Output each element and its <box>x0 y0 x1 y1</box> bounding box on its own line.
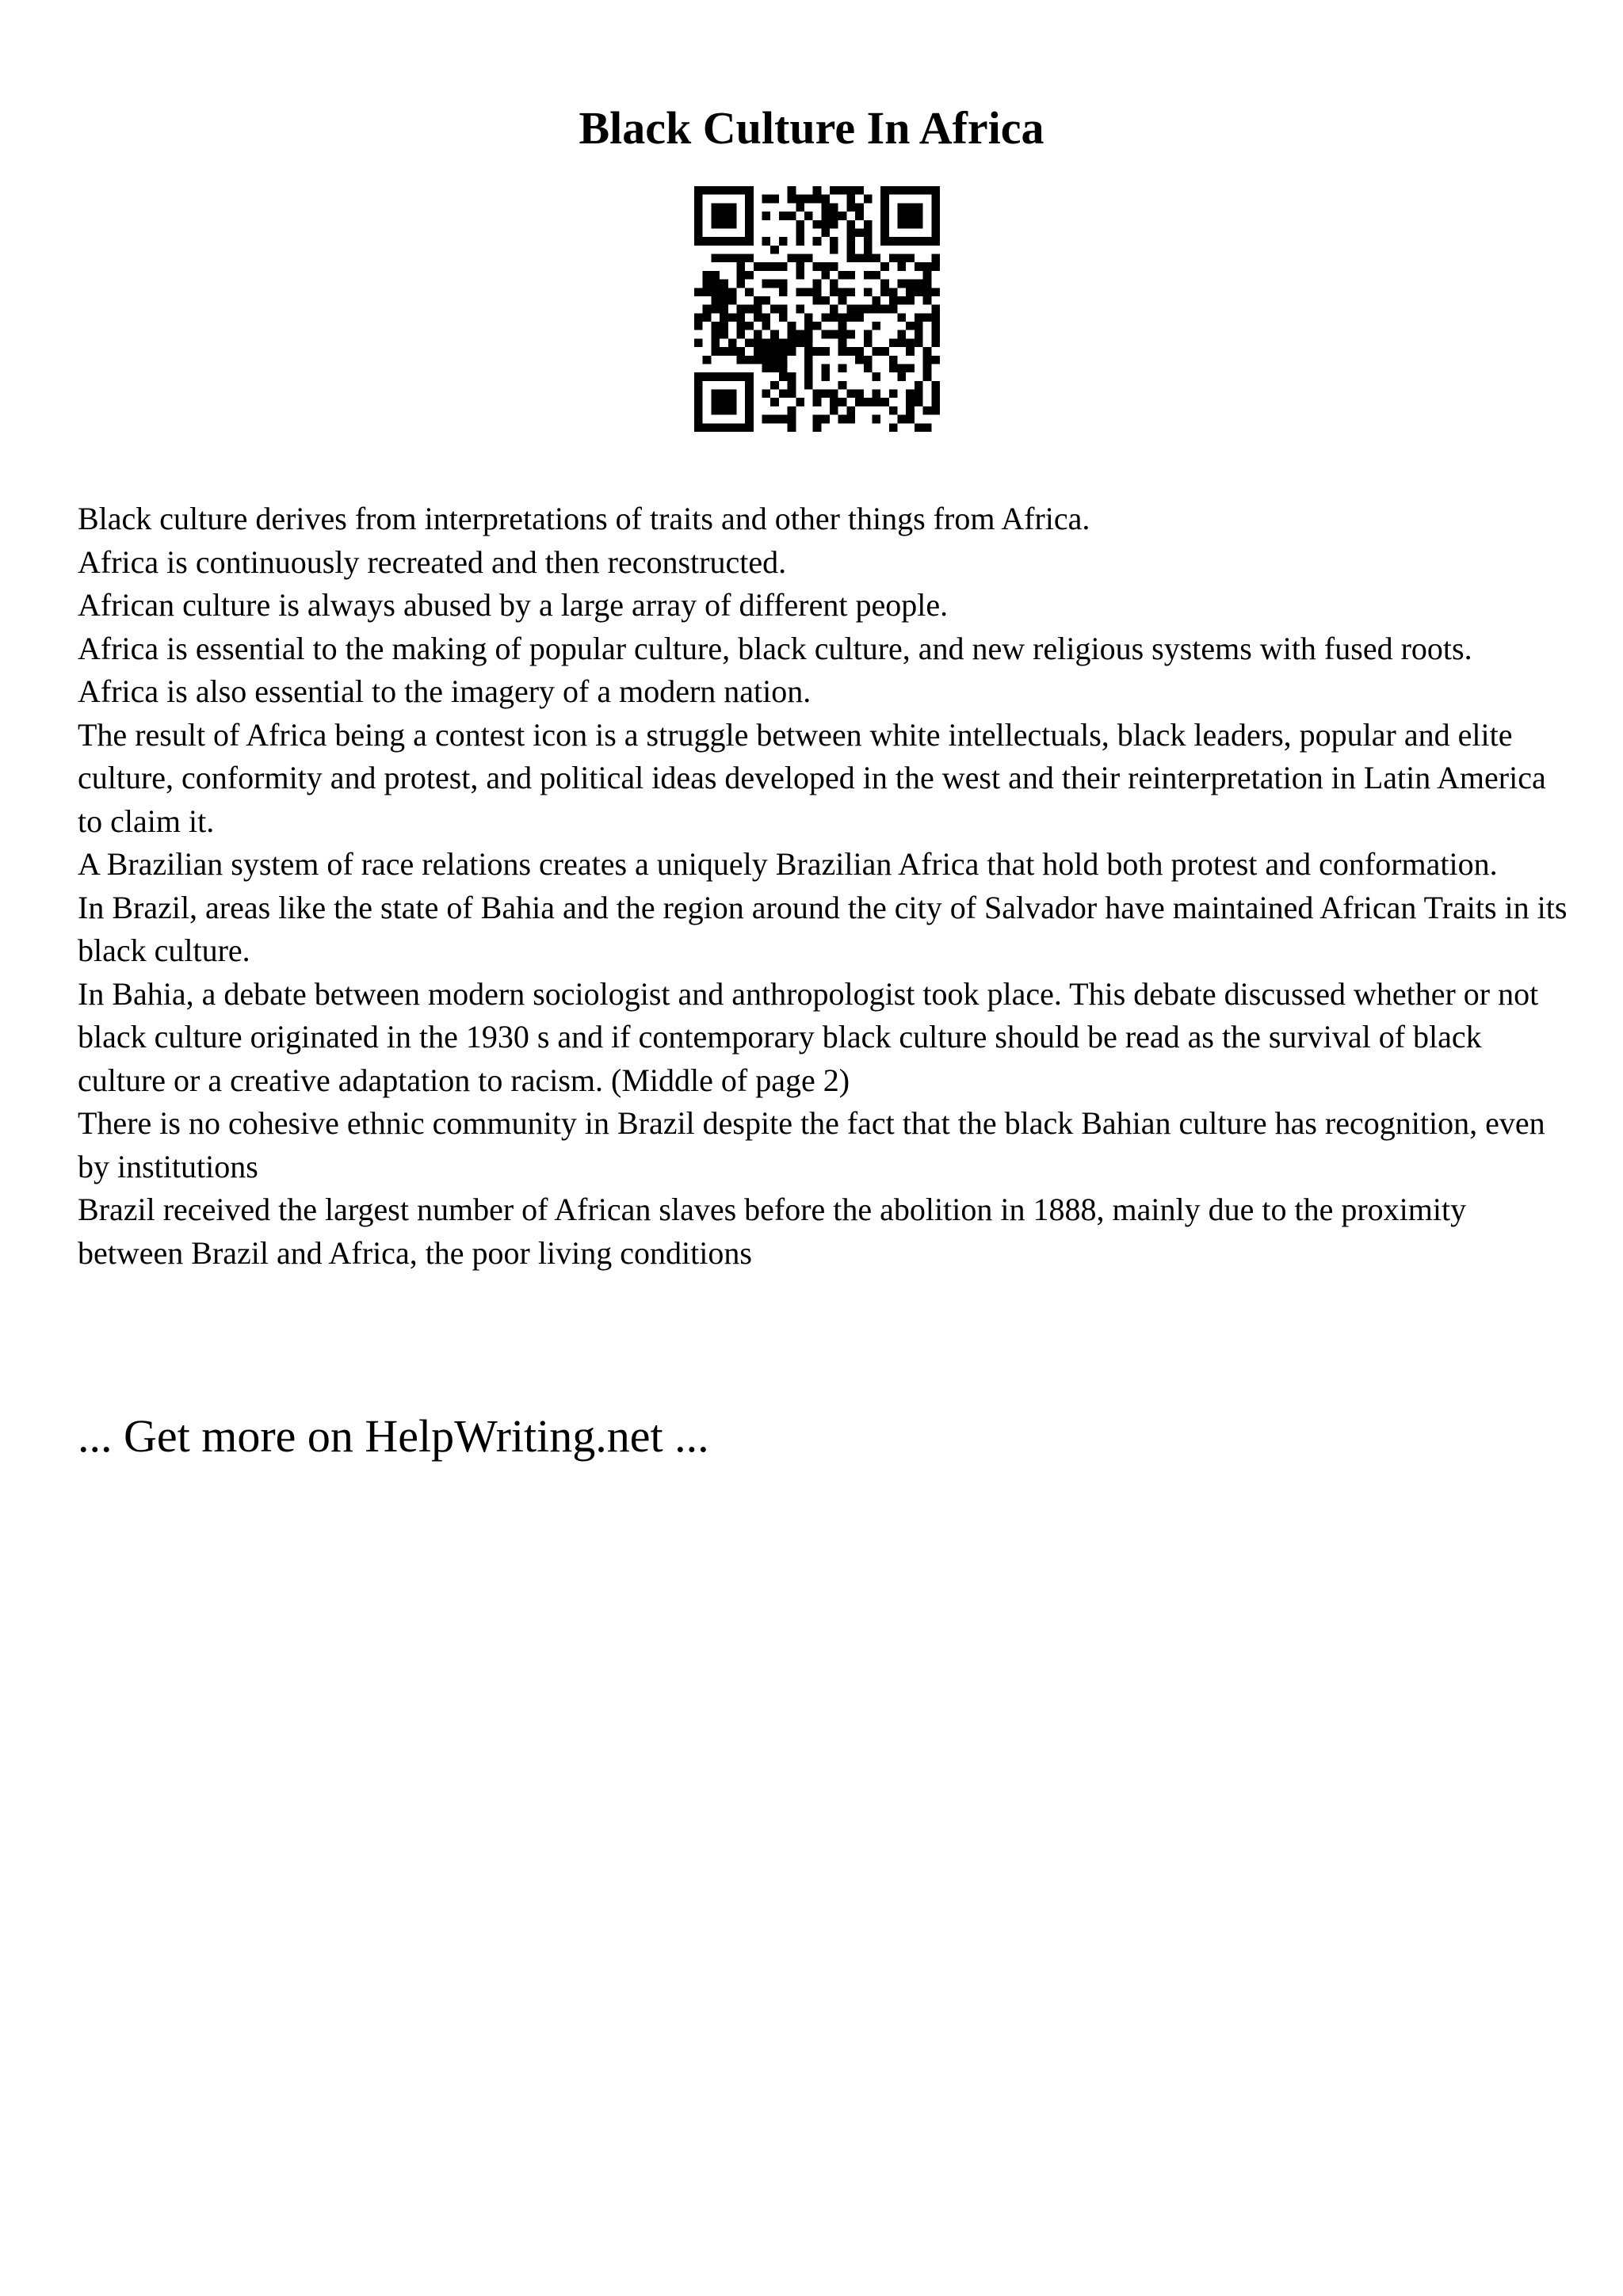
paragraph: African culture is always abused by a large array of different people. <box>78 587 949 623</box>
paragraph: Black culture derives from interpretations of traits and other things from Africa. <box>78 501 1090 536</box>
paragraph: Africa is essential to the making of popular culture, black culture, and new religious systems with fused roots. <box>78 630 1472 666</box>
paragraph: In Bahia, a debate between modern sociologist and anthropologist took place. This debate discussed whether or not black culture originated in the 1930 s and if contemporary black culture should be read as the survival of black culture or a creative adaptation to racism. (Middle of page 2) <box>78 975 1539 1098</box>
paragraph: Brazil received the largest number of African slaves before the abolition in 1888, mainly due to the proximity between Brazil and Africa, the poor living conditions <box>78 1192 1467 1271</box>
paragraph: Africa is also essential to the imagery of a modern nation. <box>78 673 812 709</box>
document-body <box>78 498 1568 1275</box>
paragraph: In Brazil, areas like the state of Bahia and the region around the city of Salvador have maintained African Traits in its black culture. <box>78 889 1568 968</box>
paragraph: Africa is continuously recreated and then reconstructed. <box>78 543 787 580</box>
paragraph: There is no cohesive ethnic community in Brazil despite the fact that the black Bahian culture has recognition, even by institutions <box>78 1105 1545 1184</box>
get-more-link[interactable]: ... Get more on HelpWriting.net ... <box>78 1410 709 1462</box>
paragraph: The result of Africa being a contest icon is a struggle between white intellectuals, black leaders, popular and elite culture, conformity and protest, and political ideas developed in the west and their reinterpretation in Latin America to claim it. <box>78 716 1546 839</box>
page-title: Black Culture In Africa <box>579 102 1044 154</box>
paragraph: A Brazilian system of race relations creates a uniquely Brazilian Africa that hold both protest and conformation. <box>78 846 1498 882</box>
qr-code-icon[interactable] <box>694 186 940 432</box>
